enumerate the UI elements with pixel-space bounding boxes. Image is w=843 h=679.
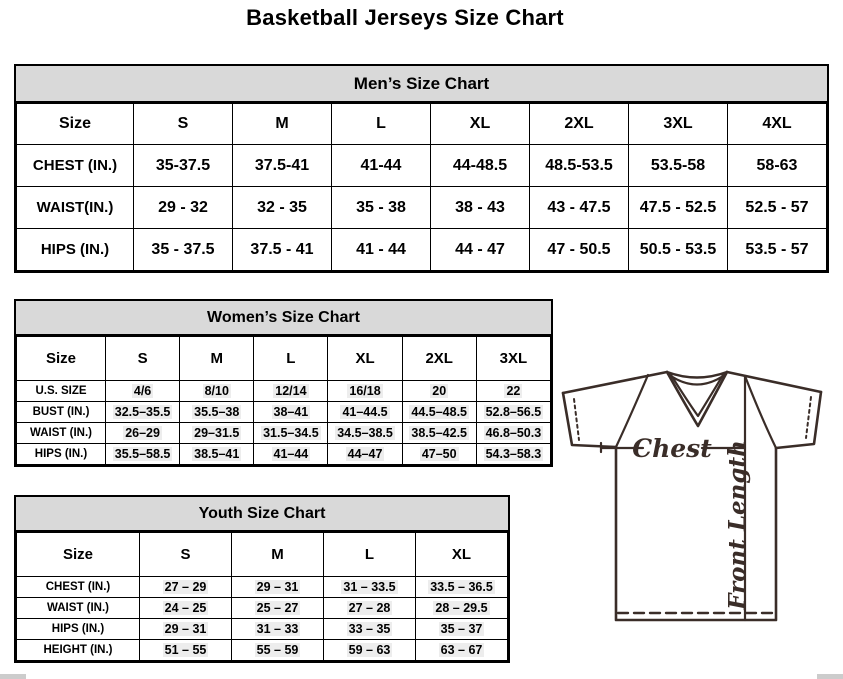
size-value-cell: 4/6 [106,381,180,402]
size-value-cell: 50.5 - 53.5 [629,229,728,271]
size-value-cell: 35 – 37 [416,619,508,640]
size-value-cell: 32.5–35.5 [106,402,180,423]
header-row [17,104,827,145]
youth-size-table [16,532,508,661]
page-title: Basketball Jerseys Size Chart [246,5,564,30]
right-sleeve-outline [776,392,821,448]
size-value-cell: 52.8–56.5 [476,402,550,423]
size-value-cell: 47.5 - 52.5 [629,187,728,229]
jersey-measurement-diagram [558,362,828,628]
size-value-cell: 32 - 35 [233,187,332,229]
measurement-row [17,444,551,465]
size-value-cell: 54.3–58.3 [476,444,550,465]
size-column-header: XL [431,104,530,145]
measurement-row [17,229,827,271]
size-column-header: M [180,337,254,381]
size-value-cell: 29 – 31 [232,577,324,598]
size-value-cell: 35 - 38 [332,187,431,229]
measurement-row [17,381,551,402]
size-value-cell: 24 – 25 [140,598,232,619]
right-shoulder-line [727,372,821,392]
size-value-cell: 41 - 44 [332,229,431,271]
womens-size-chart-title: Women’s Size Chart [16,301,551,336]
size-value-cell: 31 – 33.5 [324,577,416,598]
size-column-header: 3XL [476,337,550,381]
measurement-row-label: WAIST (IN.) [17,423,106,444]
left-cuff-dashed-line [574,399,579,440]
size-column-header: XL [328,337,402,381]
mens-size-table [16,103,827,271]
size-value-cell: 22 [476,381,550,402]
measurement-row-label: WAIST (IN.) [17,598,140,619]
size-value-cell: 44–47 [328,444,402,465]
size-value-cell: 33.5 – 36.5 [416,577,508,598]
measurement-row-label: HIPS (IN.) [17,444,106,465]
size-value-cell: 20 [402,381,476,402]
size-value-cell: 53.5 - 57 [728,229,827,271]
size-value-cell: 26–29 [106,423,180,444]
size-value-cell: 41–44.5 [328,402,402,423]
size-value-cell: 29 – 31 [140,619,232,640]
size-value-cell: 27 – 28 [324,598,416,619]
measurement-row-label: HIPS (IN.) [17,229,134,271]
size-value-cell: 38.5–41 [180,444,254,465]
size-value-cell: 59 – 63 [324,640,416,661]
measurement-row [17,187,827,229]
body-outline [616,447,776,620]
size-value-cell: 35-37.5 [134,145,233,187]
right-cuff-dashed-line [806,397,811,438]
size-value-cell: 35.5–38 [180,402,254,423]
size-column-header: L [254,337,328,381]
size-value-cell: 46.8–50.3 [476,423,550,444]
measurement-row [17,619,508,640]
measurement-row [17,577,508,598]
size-label-header: Size [17,533,140,577]
measurement-row [17,598,508,619]
size-value-cell: 8/10 [180,381,254,402]
size-column-header: XL [416,533,508,577]
size-column-header: S [106,337,180,381]
size-value-cell: 55 – 59 [232,640,324,661]
size-column-header: 4XL [728,104,827,145]
size-label-header: Size [17,104,134,145]
size-column-header: 2XL [402,337,476,381]
size-value-cell: 41-44 [332,145,431,187]
size-column-header: 2XL [530,104,629,145]
size-value-cell: 48.5-53.5 [530,145,629,187]
horizontal-scrollbar-fragment-left[interactable] [0,674,26,679]
size-column-header: M [233,104,332,145]
size-column-header: M [232,533,324,577]
size-value-cell: 47 - 50.5 [530,229,629,271]
size-value-cell: 41–44 [254,444,328,465]
size-value-cell: 33 – 35 [324,619,416,640]
size-value-cell: 28 – 29.5 [416,598,508,619]
size-column-header: L [324,533,416,577]
size-value-cell: 16/18 [328,381,402,402]
mens-size-chart-title: Men’s Size Chart [16,66,827,103]
size-value-cell: 38 - 43 [431,187,530,229]
size-value-cell: 43 - 47.5 [530,187,629,229]
measurement-row [17,423,551,444]
measurement-row-label: HEIGHT (IN.) [17,640,140,661]
right-armhole-seam [745,376,776,448]
size-value-cell: 37.5-41 [233,145,332,187]
size-value-cell: 37.5 - 41 [233,229,332,271]
size-value-cell: 12/14 [254,381,328,402]
mens-size-chart [14,64,829,273]
size-value-cell: 53.5-58 [629,145,728,187]
size-value-cell: 35.5–58.5 [106,444,180,465]
left-sleeve-outline [563,393,616,447]
size-value-cell: 47–50 [402,444,476,465]
size-value-cell: 29–31.5 [180,423,254,444]
womens-size-chart [14,299,553,467]
measurement-row-label: U.S. SIZE [17,381,106,402]
measurement-row-label: WAIST(IN.) [17,187,134,229]
size-value-cell: 44-48.5 [431,145,530,187]
size-value-cell: 27 – 29 [140,577,232,598]
size-value-cell: 29 - 32 [134,187,233,229]
size-value-cell: 38–41 [254,402,328,423]
chest-label: Chest [632,434,712,463]
header-row [17,337,551,381]
size-column-header: 3XL [629,104,728,145]
measurement-row-label: BUST (IN.) [17,402,106,423]
front-length-label: Front Length [724,440,751,610]
measurement-row-label: CHEST (IN.) [17,577,140,598]
header-row [17,533,508,577]
size-label-header: Size [17,337,106,381]
size-value-cell: 31 – 33 [232,619,324,640]
size-value-cell: 25 – 27 [232,598,324,619]
size-value-cell: 38.5–42.5 [402,423,476,444]
size-value-cell: 35 - 37.5 [134,229,233,271]
measurement-row-label: CHEST (IN.) [17,145,134,187]
measurement-row [17,145,827,187]
horizontal-scrollbar-fragment-right[interactable] [817,674,843,679]
size-column-header: L [332,104,431,145]
left-shoulder-line [563,372,667,393]
womens-size-table [16,336,551,465]
size-value-cell: 51 – 55 [140,640,232,661]
measurement-row [17,402,551,423]
collar-back-arc [667,372,727,378]
size-value-cell: 31.5–34.5 [254,423,328,444]
youth-size-chart-title: Youth Size Chart [16,497,508,532]
size-column-header: S [140,533,232,577]
size-value-cell: 34.5–38.5 [328,423,402,444]
measurement-row-label: HIPS (IN.) [17,619,140,640]
size-column-header: S [134,104,233,145]
size-value-cell: 44.5–48.5 [402,402,476,423]
measurement-row [17,640,508,661]
size-value-cell: 58-63 [728,145,827,187]
size-value-cell: 52.5 - 57 [728,187,827,229]
size-value-cell: 63 – 67 [416,640,508,661]
youth-size-chart [14,495,510,663]
size-value-cell: 44 - 47 [431,229,530,271]
